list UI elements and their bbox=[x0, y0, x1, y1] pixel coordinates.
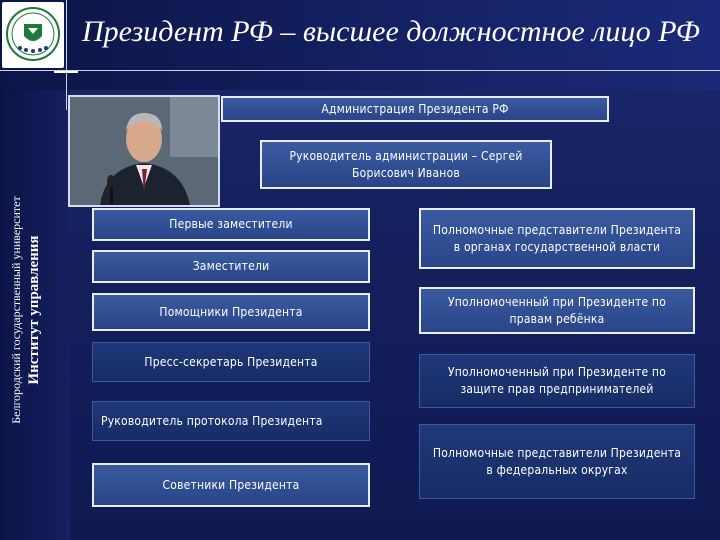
org-box-top: Администрация Президента РФ bbox=[221, 96, 609, 122]
org-box-left-6: Советники Президента bbox=[92, 463, 370, 507]
page-title: Президент РФ – высшее должностное лицо РФ bbox=[82, 15, 700, 48]
org-box-left-3: Помощники Президента bbox=[92, 293, 370, 331]
org-box-left-2: Заместители bbox=[92, 250, 370, 283]
header-vertical-line bbox=[66, 0, 67, 110]
vertical-institution-caption bbox=[8, 115, 52, 505]
org-box-right-4: Полномочные представители Президента в федеральных округах bbox=[419, 424, 695, 499]
official-portrait-photo bbox=[68, 95, 220, 207]
university-crest-icon bbox=[2, 2, 64, 68]
cross-mark bbox=[54, 71, 78, 73]
org-box-right-3: Уполномоченный при Президенте по защите прав предпринимателей bbox=[419, 354, 695, 408]
org-box-right-1: Полномочные представители Президента в органах государственной власти bbox=[419, 208, 695, 269]
university-name: Белгородский государственный университет bbox=[9, 196, 23, 424]
org-box-left-5: Руководитель протокола Президента bbox=[92, 401, 370, 441]
institute-name: Институт управления bbox=[26, 235, 42, 385]
org-box-left-1: Первые заместители bbox=[92, 208, 370, 241]
header-divider-line bbox=[0, 70, 720, 71]
org-box-right-2: Уполномоченный при Президенте по правам ребёнка bbox=[419, 287, 695, 334]
org-box-left-4: Пресс-секретарь Президента bbox=[92, 342, 370, 382]
org-box-head: Руководитель администрации – Сергей Борисович Иванов bbox=[260, 140, 552, 189]
